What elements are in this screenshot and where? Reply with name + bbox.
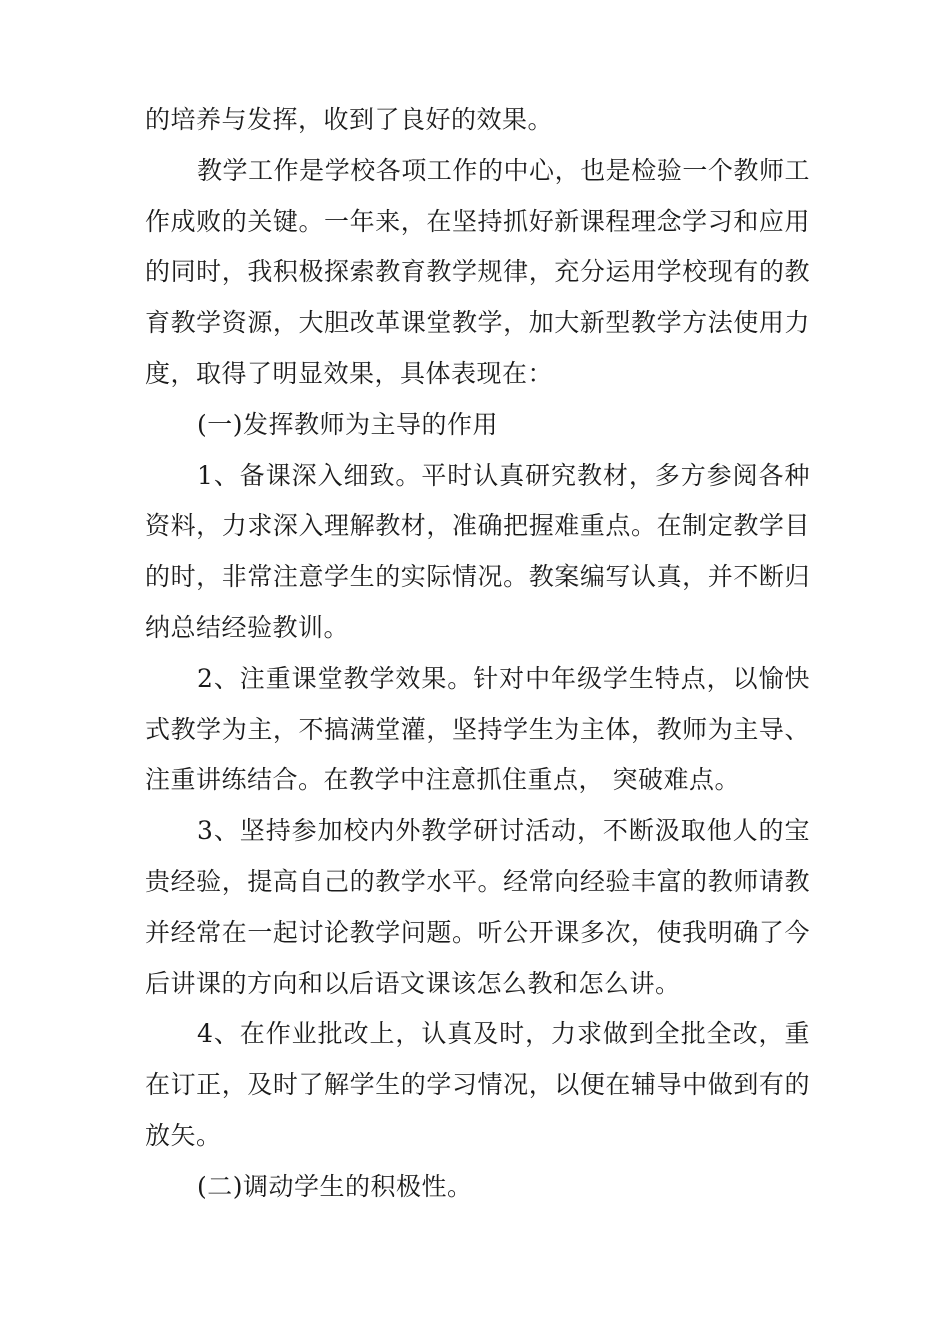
document-body — [145, 95, 810, 1213]
section-heading-student-motivation: (二)调动学生的积极性。 — [197, 1171, 473, 1201]
paragraph-continuation: 的培养与发挥，收到了良好的效果。 — [145, 105, 554, 134]
paragraph-teaching-work: 教学工作是学校各项工作的中心，也是检验一个教师工作成败的关键。一年来，在坚持抓好新课程理念学习和应用的同时，我积极探索教育教学规律，充分运用学校现有的教育教学资源，大胆改革课堂教学，加大新型教学方法使用力度，取得了明显效果，具体表现在： — [145, 155, 810, 388]
list-item-lesson-prep: 1、备课深入细致。平时认真研究教材，多方参阅各种资料，力求深入理解教材，准确把握难重点。在制定教学目的时，非常注意学生的实际情况。教案编写认真，并不断归纳总结经验教训。 — [145, 460, 810, 642]
list-item-classroom-effect: 2、注重课堂教学效果。针对中年级学生特点，以愉快式教学为主，不搞满堂灌，坚持学生为主体，教师为主导、注重讲练结合。在教学中注意抓住重点， 突破难点。 — [145, 663, 810, 795]
list-item-homework-correction: 4、在作业批改上，认真及时，力求做到全批全改，重在订正，及时了解学生的学习情况，以便在辅导中做到有的放矢。 — [145, 1019, 810, 1150]
section-heading-teacher-role: (一)发挥教师为主导的作用 — [197, 409, 499, 439]
list-item-research-activities: 3、坚持参加校内外教学研讨活动，不断汲取他人的宝贵经验，提高自己的教学水平。经常向经验丰富的教师请教并经常在一起讨论教学问题。听公开课多次，使我明确了今后讲课的方向和以后语文课该怎么教和怎么讲。 — [145, 816, 810, 998]
